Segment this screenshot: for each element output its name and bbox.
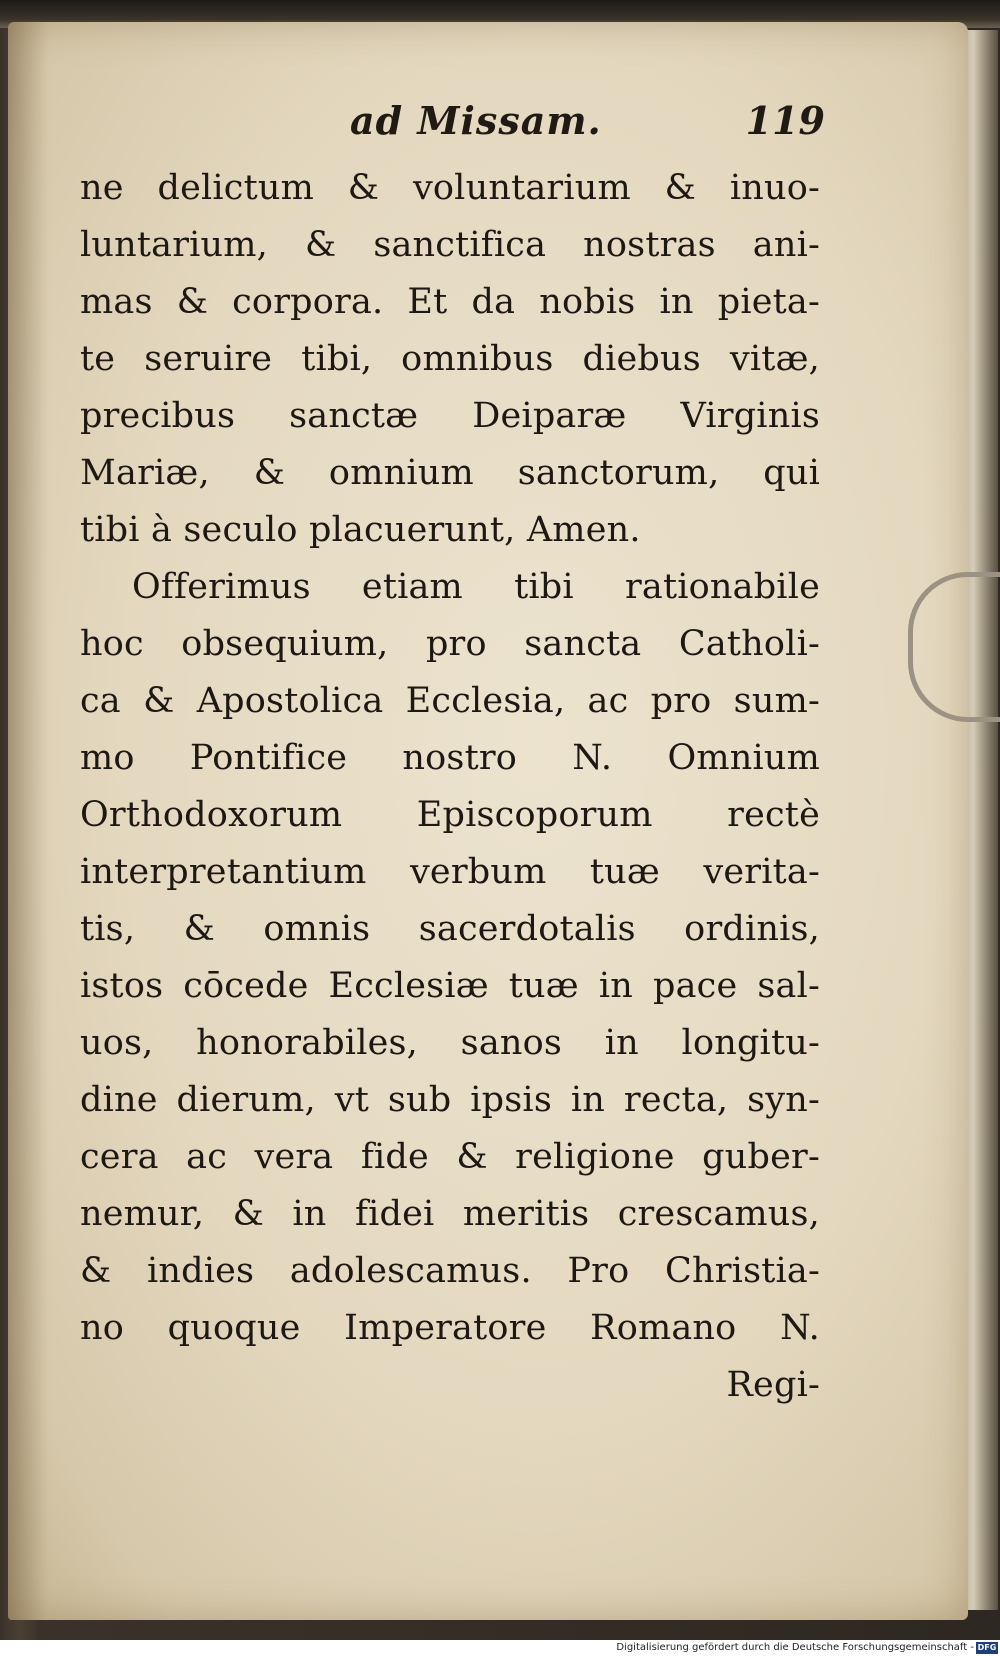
text-line: interpretantium verbum tuæ verita- (80, 852, 820, 892)
text-line: Offerimus etiam tibi rationabile (132, 567, 820, 607)
text-line: mas & corpora. Et da nobis in pieta- (80, 282, 820, 322)
text-line: istos cōcede Ecclesiæ tuæ in pace sal- (80, 966, 820, 1006)
dfg-logo: DFG (977, 1643, 997, 1652)
text-line: hoc obsequium, pro sancta Catholi- (80, 624, 820, 664)
catchword: Regi- (726, 1365, 820, 1405)
footer-credit: Digitalisierung gefördert durch die Deutsche Forschungsgemeinschaft - (616, 1642, 974, 1653)
text-line: te seruire tibi, omnibus diebus vitæ, (80, 339, 820, 379)
text-line: no quoque Imperatore Romano N. (80, 1308, 820, 1348)
text-line: tibi à seculo placuerunt, Amen. (80, 510, 641, 550)
digitization-footer (0, 1640, 1000, 1656)
text-line: dine dierum, vt sub ipsis in recta, syn- (80, 1080, 820, 1120)
text-line: Mariæ, & omnium sanctorum, qui (80, 453, 820, 493)
text-line: ca & Apostolica Ecclesia, ac pro sum- (80, 681, 820, 721)
text-line: mo Pontifice nostro N. Omnium (80, 738, 820, 778)
page-gutter-shadow (8, 22, 48, 1620)
book-clasp (908, 572, 1000, 722)
text-line: nemur, & in fidei meritis crescamus, (80, 1194, 820, 1234)
text-line: precibus sanctæ Deiparæ Virginis (80, 396, 820, 436)
text-line: ne delictum & voluntarium & inuo- (80, 168, 820, 208)
text-line: uos, honorabiles, sanos in longitu- (80, 1023, 820, 1063)
body-text (80, 160, 820, 1414)
page-number: 119 (745, 98, 825, 143)
text-line: tis, & omnis sacerdotalis ordinis, (80, 909, 820, 949)
running-head-title: ad Missam. (350, 98, 602, 143)
text-line: Orthodoxorum Episcoporum rectè (80, 795, 820, 835)
running-head (80, 98, 825, 148)
text-line: luntarium, & sanctifica nostras ani- (80, 225, 820, 265)
text-line: & indies adolescamus. Pro Christia- (80, 1251, 820, 1291)
text-line: cera ac vera fide & religione guber- (80, 1137, 820, 1177)
